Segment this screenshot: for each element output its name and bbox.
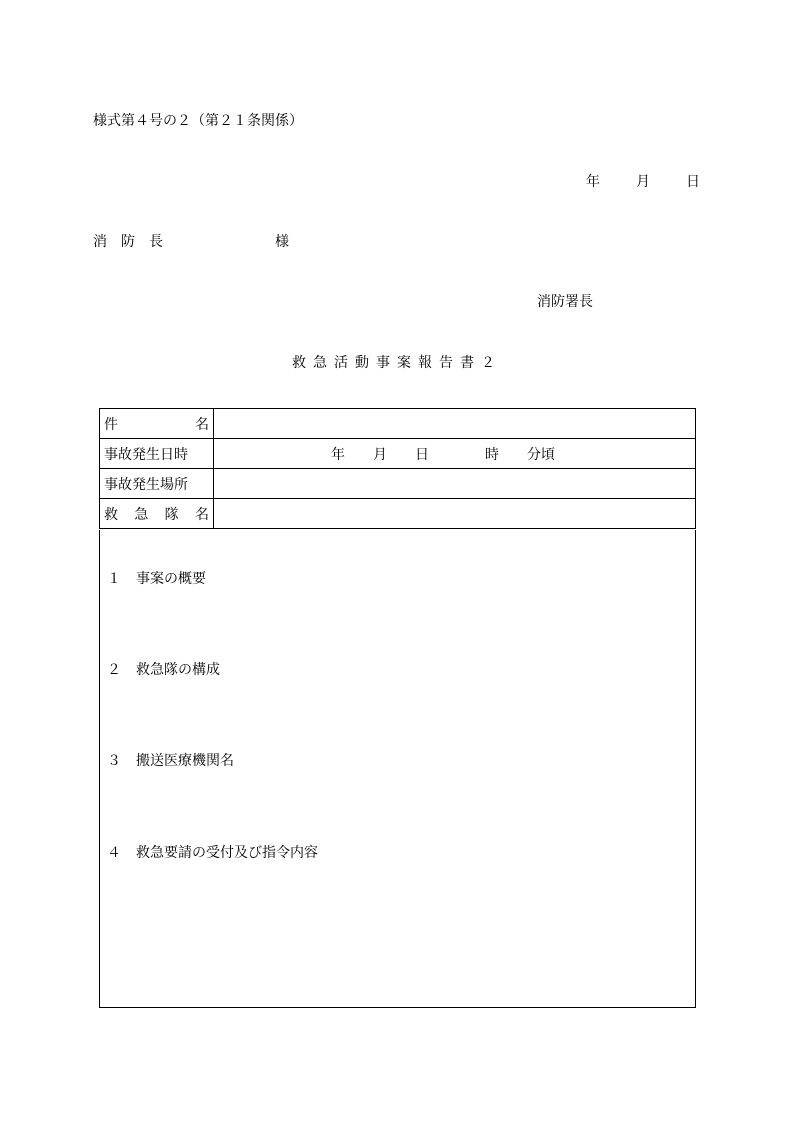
info-table [99, 408, 696, 529]
date-day: 日 [686, 174, 700, 190]
section-title: 搬送医療機関名 [136, 753, 234, 769]
section-title: 事案の概要 [136, 571, 206, 587]
section-number: ３ [107, 753, 121, 769]
row-label-incident-location: 事故発生場所 [100, 469, 214, 499]
row-label-incident-name: 件名 [100, 409, 214, 439]
section-number: ４ [107, 845, 121, 861]
table-row [100, 469, 696, 499]
date-year: 年 [586, 174, 600, 190]
row-label-ambulance-team: 救急隊名 [100, 499, 214, 529]
row-value-ambulance-team[interactable] [214, 499, 696, 529]
table-row [100, 499, 696, 529]
section-overview [107, 568, 206, 588]
row-value-incident-location[interactable] [214, 469, 696, 499]
section-number: ２ [107, 662, 121, 678]
date-month: 月 [636, 174, 650, 190]
section-call-reception [107, 842, 318, 862]
section-team-composition [107, 659, 220, 679]
table-row [100, 409, 696, 439]
row-label-incident-datetime: 事故発生日時 [100, 439, 214, 469]
sender: 消防署長 [537, 294, 593, 310]
addressee-title: 消 防 長 [93, 234, 163, 250]
date-line [586, 174, 700, 190]
document-title-text: 救急活動事案報告書２ [292, 355, 502, 371]
document-title [0, 355, 794, 371]
addressee [93, 234, 289, 250]
row-value-incident-name[interactable] [214, 409, 696, 439]
form-number: 様式第４号の２（第２１条関係） [93, 113, 303, 129]
section-number: １ [107, 571, 121, 587]
row-value-incident-datetime[interactable]: 年 月 日 時 分頃 [214, 439, 696, 469]
addressee-honorific: 様 [275, 234, 289, 250]
section-title: 救急要請の受付及び指令内容 [136, 845, 318, 861]
section-title: 救急隊の構成 [136, 662, 220, 678]
section-hospital [107, 750, 234, 770]
table-row [100, 439, 696, 469]
report-body-box [99, 530, 696, 1008]
